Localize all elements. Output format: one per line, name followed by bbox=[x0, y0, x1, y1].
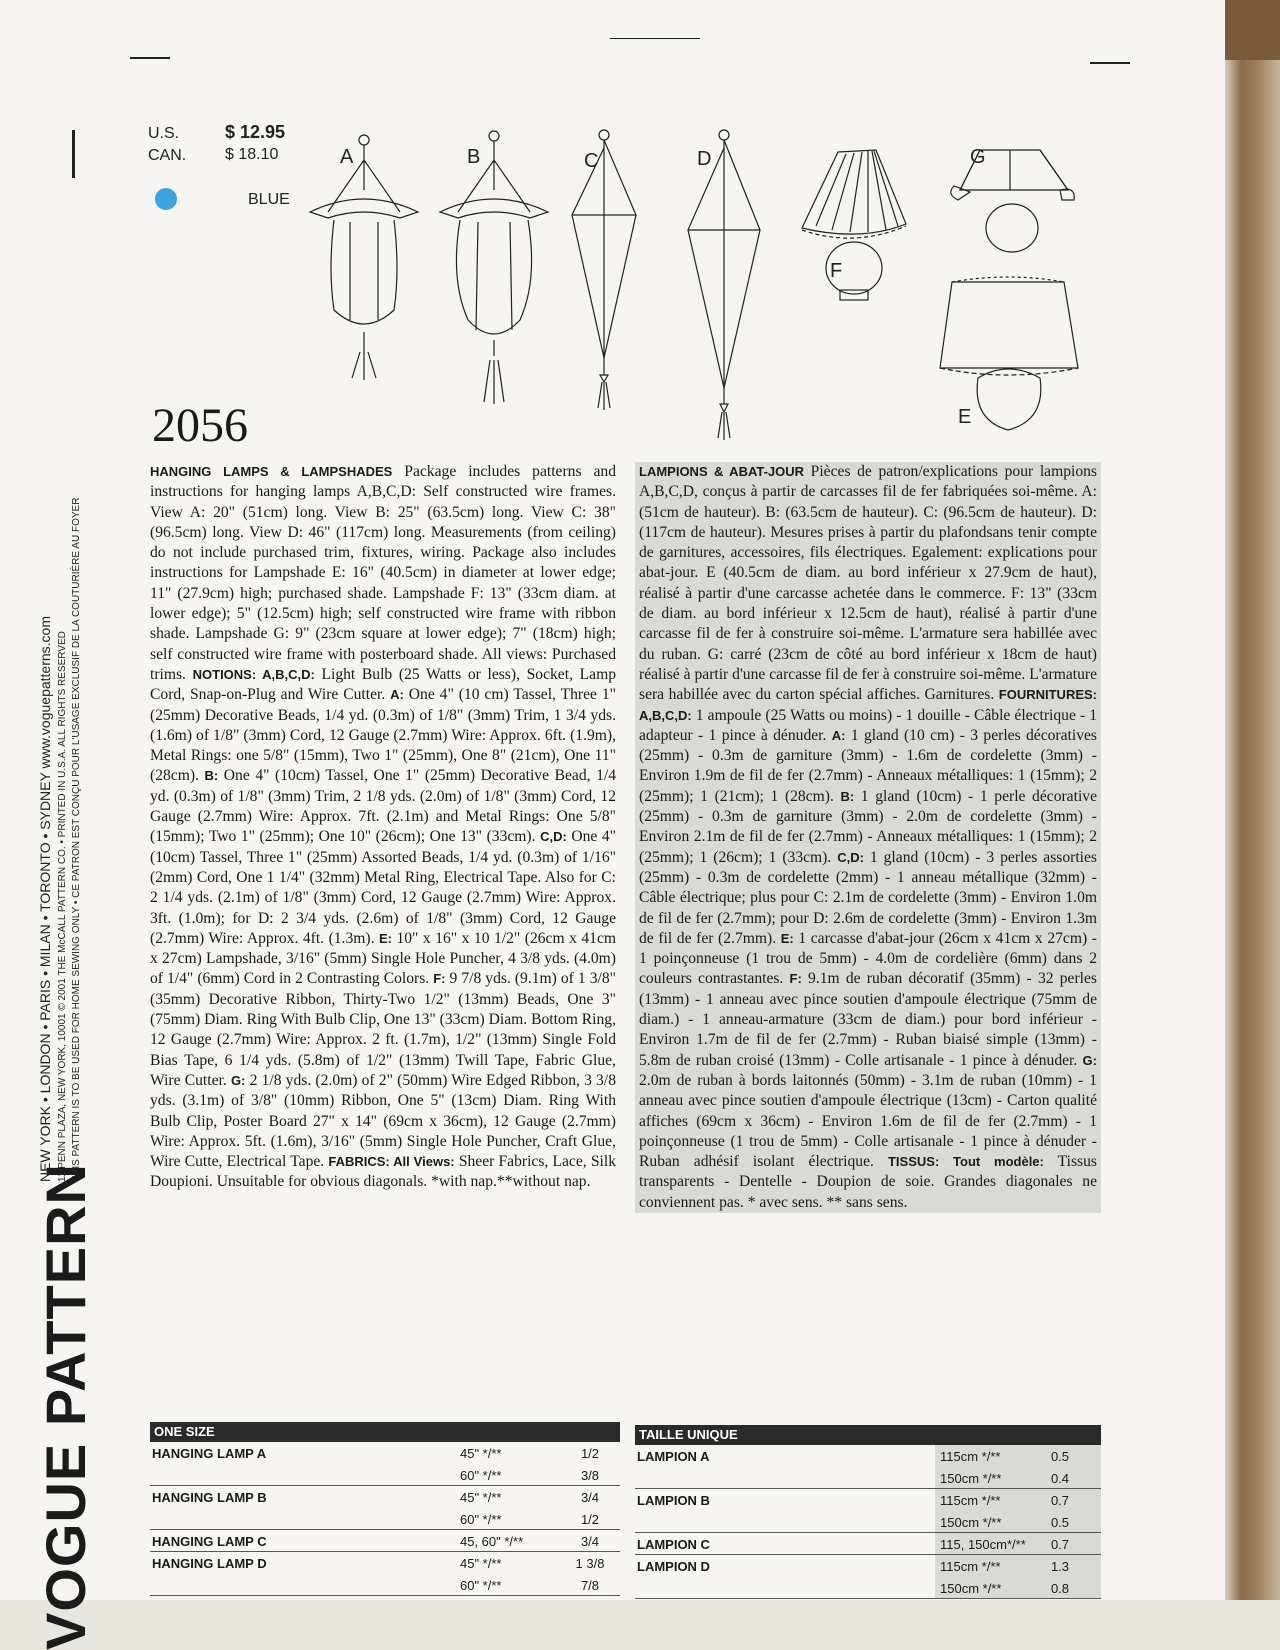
table-header: ONE SIZE bbox=[150, 1422, 620, 1442]
brand-notice: THIS PATTERN IS TO BE USED FOR HOME SEWING ONLY • CE PATRON EST CONÇU POUR L'USAGE EXCLUSIF DE LA COUTURIÈRE AU FOYER bbox=[71, 497, 82, 1182]
yardage-value: 1.3 bbox=[1050, 1559, 1070, 1574]
color-label: BLUE bbox=[248, 191, 290, 208]
vue-e-label: E: bbox=[780, 930, 794, 946]
registration-mark bbox=[130, 57, 170, 59]
fabric-width: 45" */** bbox=[460, 1490, 502, 1505]
yardage-value: 3/4 bbox=[580, 1490, 600, 1505]
notions-f: 9 7/8 yds. (9.1m) of 1 3/8" (35mm) Decorative Ribbon, Thirty-Two 1/2" (13mm) Beads, One 3" (75mm) Diam. Ring With Bulb Clip, One 13" (33cm) Diam. Bottom Ring, 12 Gauge (2.7mm) Wire: Approx. 2 ft. (1.7m), 1/2" (13mm) Single Fold Bias Tape, 6 1/4 yds. (5.8m) of 1/2" (13mm) Twill Tape, Fabric Glue, Wire Cutter. bbox=[150, 970, 616, 1089]
side-branding bbox=[0, 250, 95, 1650]
fabric-width: 60" */** bbox=[460, 1578, 502, 1593]
notions-a: One 4" (10 cm) Tassel, Three 1" (25mm) Decorative Beads, 1/4 yd. (0.3m) of 1/8" (3mm) Trim, 1 3/4 yds. (1.6m) of 1/8" (3mm) Cord, 12 Gauge (2.7mm) Wire: Approx. 6ft. (1.9m), Metal Rings: one 5/8" (15mm), Two 1" (25mm), One 8" (21cm), One 11" (28cm). bbox=[150, 686, 616, 785]
pattern-number: 2056 bbox=[152, 399, 248, 452]
yardage-table-french bbox=[635, 1425, 1101, 1599]
english-description bbox=[150, 462, 616, 1193]
fabric-width: 115cm */** bbox=[940, 1449, 1001, 1464]
yardage-value: 0.7 bbox=[1050, 1493, 1070, 1508]
vue-g-label: G: bbox=[1082, 1052, 1097, 1068]
view-letter-b: B bbox=[467, 146, 481, 168]
table-row bbox=[150, 1552, 620, 1596]
table-row-name: HANGING LAMP C bbox=[152, 1534, 267, 1549]
brand-address: 11 PENN PLAZA, NEW YORK, 10001 © 2001 THE McCALL PATTERN CO. • PRINTED IN U.S.A. ALL RIGHTS RESERVED bbox=[57, 631, 68, 1182]
fournitures-cd: 1 gland (10cm) - 3 perles assorties (25mm) - 0.3m de cordelette (2mm) - 1 anneau métallique (32mm) - Câble électrique; plus pour C: 2.1m de cordelette (3mm) - Environ 1.0m de fil de fer (2.7mm); pour D: 2.6m de cordelette (3mm) - Environ 1.3m de fil de fer (2.7mm). bbox=[639, 848, 1097, 947]
fournitures-label: FOURNITURES: A,B,C,D: bbox=[639, 687, 1097, 723]
fournitures-g: 2.0m de ruban à bords laitonnés (50mm) - 3.1m de ruban (10mm) - 1 anneau avec pince soutien d'ampoule électrique (13cm) - Carton qualité affiches (69cm x 36cm) - Environ 1.6m de fil de fer (2.7mm) - 1 poinçonneuse (1 trou de 5mm) - Colle artisanale - 1 pince à dénuder - Ruban adhésif isolant électrique. bbox=[639, 1071, 1097, 1171]
view-a-label: A: bbox=[390, 687, 404, 703]
row-divider bbox=[150, 1595, 620, 1596]
notions-e: 10" x 16" x 10 1/2" (26cm x 41cm x 27cm) Lampshade, 3/16" (5mm) Single Hole Puncher, 4 3/8 yds. (4.0m) of 1/4" (6mm) Cord in 2 Contrasting Colors. bbox=[150, 929, 617, 988]
lampshade-e-drawing bbox=[940, 277, 1078, 430]
vue-f-label: F: bbox=[789, 971, 802, 987]
yardage-value: 0.8 bbox=[1050, 1581, 1070, 1596]
lampshade-g-drawing bbox=[951, 150, 1074, 252]
yardage-table-english bbox=[150, 1422, 620, 1596]
fabric-width: 45, 60" */** bbox=[460, 1534, 524, 1549]
lamp-d-drawing bbox=[688, 130, 760, 440]
vue-a-label: A: bbox=[831, 727, 846, 743]
notions-all: Light Bulb (25 Watts or less), Socket, Lamp Cord, Snap-on-Plug and Wire Cutter. bbox=[150, 665, 616, 704]
view-letter-a: A bbox=[340, 146, 354, 168]
english-heading: HANGING LAMPS & LAMPSHADES bbox=[150, 464, 393, 479]
fabric-width: 115cm */** bbox=[940, 1493, 1001, 1508]
tissus-label: TISSUS: Tout modèle: bbox=[887, 1154, 1044, 1170]
fabric-width: 150cm */** bbox=[940, 1515, 1002, 1530]
view-letter-d: D bbox=[697, 148, 712, 170]
yardage-value: 0.4 bbox=[1050, 1471, 1070, 1486]
brand-cities: NEW YORK • LONDON • PARIS • MILAN • TORONTO • SYDNEY www.voguepatterns.com bbox=[37, 616, 53, 1182]
yardage-value: 0.5 bbox=[1050, 1515, 1070, 1530]
color-swatch bbox=[155, 188, 177, 210]
yardage-value: 7/8 bbox=[580, 1578, 600, 1593]
table-row bbox=[150, 1486, 620, 1530]
table-row bbox=[635, 1445, 1101, 1489]
brand-name: VOGUE PATTERN bbox=[34, 1163, 97, 1650]
lamp-b-drawing bbox=[440, 131, 548, 404]
fournitures-all: 1 ampoule (25 Watts ou moins) - 1 douille - Câble électrique - 1 adapteur - 1 pince à dénuder. bbox=[639, 706, 1097, 744]
fabric-width: 150cm */** bbox=[940, 1471, 1002, 1486]
vue-b-label: B: bbox=[840, 788, 855, 804]
yardage-value: 1/2 bbox=[580, 1446, 600, 1461]
fabric-width: 150cm */** bbox=[940, 1581, 1002, 1596]
row-divider bbox=[635, 1598, 1101, 1599]
registration-mark bbox=[72, 130, 75, 178]
view-e-label: E: bbox=[378, 930, 392, 946]
view-letter-f: F bbox=[830, 260, 843, 282]
fabric-width: 45" */** bbox=[460, 1556, 502, 1571]
notions-g: 2 1/8 yds. (2.0m) of 2" (50mm) Wire Edged Ribbon, 3 3/8 yds. (3.1m) of 3/8" (10mm) Ribbon, One 5" (13cm) Diam. Ring With Bulb Clip, Poster Board 27" x 14" (69cm x 36cm), 12 Gauge (2.7mm) Wire: Approx. 5ft. (1.6m), 3/16" (5mm) Single Hole Puncher, Craft Glue, Wire Cutte, Electrical Tape. bbox=[150, 1071, 616, 1171]
yardage-value: 1 3/8 bbox=[575, 1556, 605, 1571]
view-cd-label: C,D: bbox=[540, 829, 567, 845]
price-can-label: CAN. bbox=[148, 147, 187, 164]
background-strip bbox=[1225, 0, 1280, 1600]
table-row-name: HANGING LAMP B bbox=[152, 1490, 267, 1505]
tissus-text: Tissus transparents - Dentelle - Doupion de soie. Grandes diagonales ne conviennent pas. * avec sens. ** sans sens. bbox=[639, 1153, 1097, 1211]
table-row bbox=[635, 1533, 1101, 1555]
french-heading: LAMPIONS & ABAT-JOUR bbox=[639, 464, 805, 479]
registration-mark bbox=[610, 38, 700, 39]
notions-label: NOTIONS: A,B,C,D: bbox=[192, 666, 315, 682]
fournitures-f: 9.1m de ruban décoratif (35mm) - 32 perles (13mm) - 1 anneau avec pince soutien d'ampoule électrique (75mm de diam.) - 1 anneau-armature (33cm de diam.) pour bord inférieur - Environ 1.7m de fil de fer (2.7mm) - Ruban biaisé simple (13mm) - 5.8m de ruban croisé (13mm) - Colle artisanale - 1 pince à dénuder. bbox=[639, 970, 1097, 1069]
yardage-value: 0.7 bbox=[1050, 1537, 1070, 1552]
table-row-name: HANGING LAMP A bbox=[152, 1446, 267, 1461]
yardage-value: 0.5 bbox=[1050, 1449, 1070, 1464]
view-letter-e: E bbox=[958, 406, 972, 428]
table-row-name: LAMPION D bbox=[637, 1559, 710, 1574]
lampshade-f-drawing bbox=[802, 150, 906, 300]
fabric-width: 115cm */** bbox=[940, 1559, 1001, 1574]
yardage-value: 3/4 bbox=[580, 1534, 600, 1549]
price-us-value: $ 12.95 bbox=[225, 122, 286, 142]
table-row-name: HANGING LAMP D bbox=[152, 1556, 267, 1571]
notions-b: One 4" (10cm) Tassel, One 1" (25mm) Decorative Bead, 1/4 yd. (0.3m) of 1/8" (3mm) Trim, 2 1/8 yds. (2.0m) of 1/8" (3mm) Cord, 12 Gauge (2.7mm) Wire: Approx. 7ft. (2.1m) and Metal Rings: One 5/8" (15mm); Two 1" (25mm); One 10" (26cm); One 13" (33cm). bbox=[150, 767, 617, 846]
table-row-name: LAMPION C bbox=[637, 1537, 710, 1552]
view-letter-c: C bbox=[584, 150, 599, 172]
fabrics-text: Sheer Fabrics, Lace, Silk Doupioni. Unsuitable for obvious diagonals. *with nap.**without nap. bbox=[150, 1153, 616, 1191]
table-row-name: LAMPION B bbox=[637, 1493, 710, 1508]
torn-corner bbox=[1225, 0, 1280, 60]
table-row-name: LAMPION A bbox=[637, 1449, 710, 1464]
fabric-width: 60" */** bbox=[460, 1512, 502, 1527]
fournitures-a: 1 gland (10 cm) - 3 perles décoratives (25mm) - 0.3m de garniture (3mm) - 1.6m de cordelette (3mm) - Environ 1.9m de fil de fer (2.7mm) - Anneaux métalliques: 1 (15mm); 2 (25mm); 1 (21cm); 1 (28cm). bbox=[639, 726, 1097, 805]
view-b-label: B: bbox=[204, 768, 219, 784]
english-intro: Package includes patterns and instructions for hanging lamps A,B,C,D: Self constructed wire frames. View A: 20" (51cm) long. View B: 25" (63.5cm) long. View C: 38" (96.5cm) long. View D: 46" (117cm) long. Measurements (from ceiling) do not include purchased trim, fixtures, wiring. Package also includes instructions for Lampshade E: 16" (40.5cm) in diameter at lower edge; 11" (27.9cm) high; purchased shade. Lampshade F: 13" (33cm diam. at lower edge); 5" (12.5cm) high; self constructed wire frame with ribbon shade. Lampshade G: 9" (23cm square at lower edge); 7" (18cm) high; self constructed wire frame with posterboard shade. All views: Purchased trims. bbox=[150, 463, 616, 683]
fournitures-e: 1 carcasse d'abat-jour (26cm x 41cm x 27cm) - 1 poinçonneuse (1 trou de 5mm) - 4.0m de cordelière (6mm) dans 2 couleurs contrastantes. bbox=[639, 929, 1097, 988]
view-f-label: F: bbox=[433, 971, 446, 987]
lamp-c-drawing bbox=[572, 130, 636, 410]
vue-cd-label: C,D: bbox=[837, 849, 864, 865]
notions-cd: One 4" (10cm) Tassel, Three 1" (25mm) Assorted Beads, 1/4 yd. (0.3m) of 1/16" (2mm) Cord, One 1 1/4" (32mm) Metal Ring, Electrical Tape. Also for C: 2 1/4 yds. (2.1m) of 1/8" (3mm) Cord, 12 Gauge (2.7mm) Wire: Approx. 3ft. (1.0m); for D: 2 3/4 yds. (2.6m) of 1/8" (3mm) Cord, 12 Gauge (2.7mm) Wire: Approx. 4ft. (1.3m). bbox=[150, 828, 616, 947]
fabric-width: 60" */** bbox=[460, 1468, 502, 1483]
registration-mark bbox=[1090, 62, 1130, 64]
view-g-label: G: bbox=[230, 1072, 246, 1088]
table-row bbox=[150, 1442, 620, 1486]
french-intro: Pièces de patron/explications pour lampions A,B,C,D, conçus à partir de carcasses fil de fer fabriquées soi-même. A: (51cm de hauteur). B: (63.5cm de hauteur). C: (96.5cm de hauteur). D: (117cm de hauteur). Mesures prises à partir du plafondsans tenir compte de garnitures, accessoires, fils électriques. Egalement: explications pour abat-jour. E (40.5cm de diam. au bord inférieur x 27.9cm de haut), réalisé à partir d'une carcasse achetée dans le commerce. F: 13" (33cm de diam. au bord inférieur x 12.5cm de haut), réalisé à partir d'une carcasse fil de fer à construire soi-même. L'armature sera habillée avec du ruban. G: carré (23cm de côté au bord inférieur x 18cm de haut) réalisé à partir d'une carcasse fil de fer à construire soi-même. L'armature sera habillée avec du carton spécial affiches. Garnitures. bbox=[639, 463, 1097, 704]
price-us-label: U.S. bbox=[148, 125, 180, 142]
fournitures-b: 1 gland (10cm) - 1 perle décorative (25mm) - 0.3m de garniture (3mm) - 2.0m de cordelette (3mm) - Environ 2.1m de fil de fer (2.7mm) - Anneaux métalliques: 1 (15mm); 2 (25mm); 1 (26cm); 1 (33cm). bbox=[639, 787, 1097, 866]
table-row bbox=[635, 1489, 1101, 1533]
fabric-width: 45" */** bbox=[460, 1446, 502, 1461]
fabric-width: 115, 150cm*/** bbox=[940, 1537, 1026, 1552]
table-row bbox=[635, 1555, 1101, 1599]
price-can-value: $ 18.10 bbox=[225, 146, 279, 163]
yardage-value: 1/2 bbox=[580, 1512, 600, 1527]
french-description bbox=[635, 462, 1101, 1213]
fabrics-label: FABRICS: All Views: bbox=[328, 1154, 455, 1170]
lamp-a-drawing bbox=[310, 135, 418, 380]
table-header: TAILLE UNIQUE bbox=[635, 1425, 1101, 1445]
view-letter-g: G bbox=[970, 146, 986, 168]
yardage-value: 3/8 bbox=[580, 1468, 600, 1483]
table-row bbox=[150, 1530, 620, 1552]
view-illustrations bbox=[300, 120, 1130, 450]
